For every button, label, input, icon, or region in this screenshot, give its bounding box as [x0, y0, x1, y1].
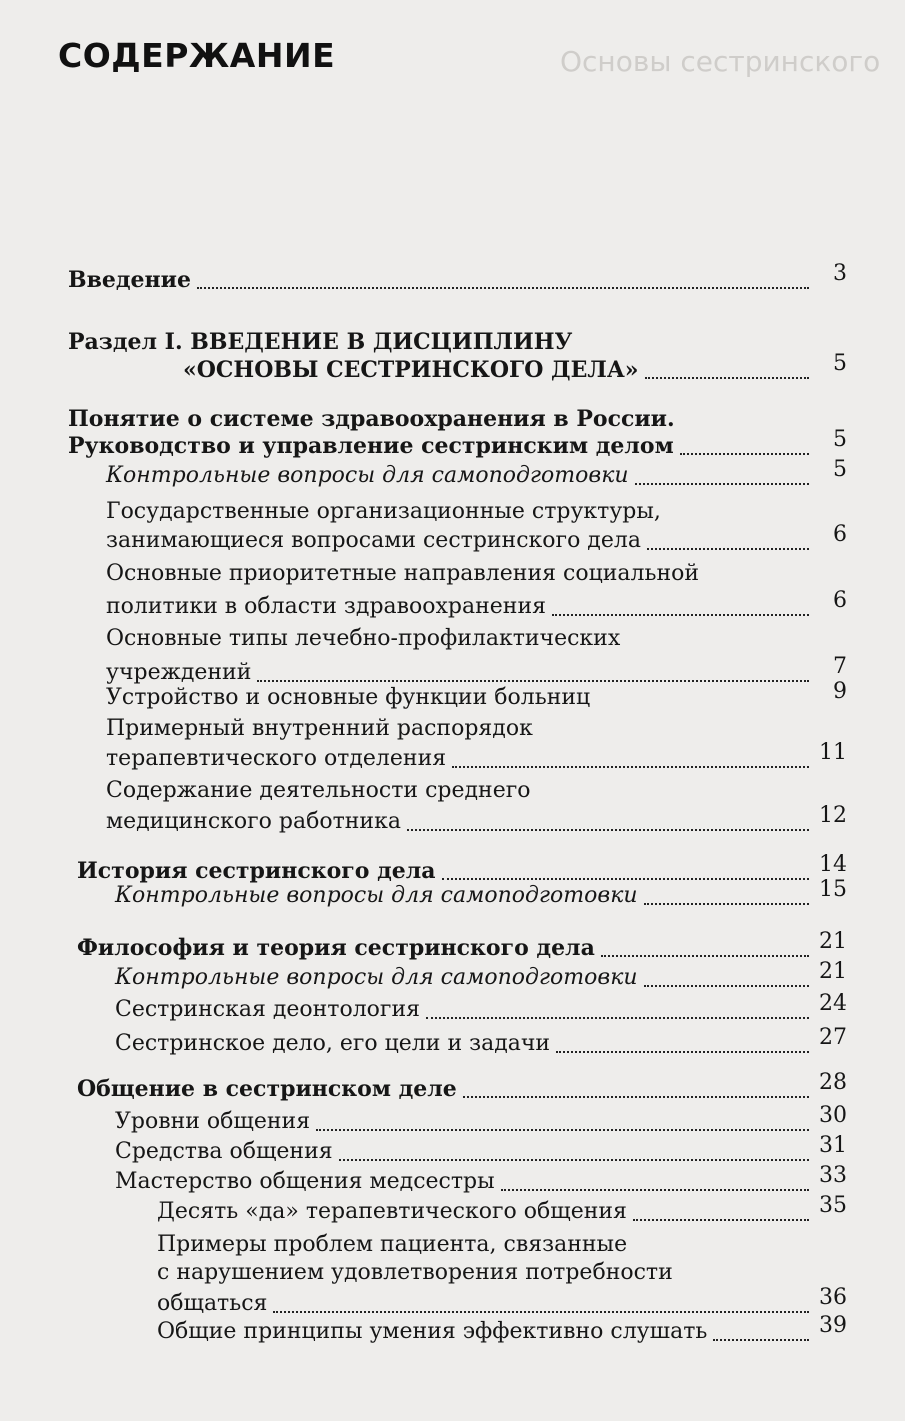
toc-entry-deontology[interactable] — [0, 991, 905, 1024]
toc-page-number: 12 — [819, 803, 847, 828]
toc-entry-hospital-functions[interactable] — [0, 679, 905, 712]
toc-entry-pre: с нарушением удовлетворения потребности — [157, 1260, 673, 1285]
leader-dots — [556, 1051, 809, 1053]
toc-page-number: 31 — [819, 1133, 847, 1158]
toc-page-number: 33 — [819, 1163, 847, 1188]
toc-entry-title: Введение — [68, 267, 191, 293]
leader-dots — [680, 453, 809, 455]
leader-dots — [601, 955, 809, 957]
toc-entry-title: Мастерство общения медсестры — [115, 1169, 495, 1194]
leader-dots — [339, 1159, 809, 1161]
toc-page-number: 9 — [833, 679, 847, 704]
toc-entry-medical-worker[interactable] — [0, 803, 905, 836]
toc-entry-pre: Примеры проблем пациента, связанные — [157, 1232, 628, 1257]
toc-entry-title: Общение в сестринском деле — [77, 1076, 457, 1102]
leader-dots — [501, 1189, 809, 1191]
toc-page-number: 28 — [819, 1070, 847, 1095]
leader-dots — [442, 878, 809, 880]
toc-entry-title: Уровни общения — [115, 1109, 311, 1134]
toc-entry-title: Контрольные вопросы для самоподготовки — [106, 463, 629, 488]
toc-entry-communication[interactable] — [0, 1070, 905, 1103]
toc-entry-title: медицинского работника — [106, 809, 401, 834]
toc-entry-history[interactable] — [0, 852, 905, 885]
toc-entry-title: «ОСНОВЫ СЕСТРИНСКОГО ДЕЛА» — [183, 357, 639, 383]
toc-entry-patient-problems[interactable] — [0, 1285, 905, 1318]
toc-entry-internal-schedule[interactable] — [0, 740, 905, 773]
leader-dots — [197, 287, 809, 289]
toc-page-number: 21 — [819, 929, 847, 954]
toc-page-number: 39 — [819, 1313, 847, 1338]
toc-page-number: 7 — [833, 654, 847, 679]
leader-dots — [407, 829, 809, 831]
toc-entry-title: Сестринское дело, его цели и задачи — [115, 1031, 551, 1056]
toc-entry-title: История сестринского дела — [77, 858, 436, 884]
toc-entry-social-policy[interactable] — [0, 588, 905, 621]
leader-dots — [644, 985, 809, 987]
toc-entry-title: учреждений — [106, 660, 252, 685]
toc-entry-institutions[interactable] — [0, 654, 905, 687]
leader-dots — [633, 1219, 809, 1221]
toc-entry-title: Контрольные вопросы для самоподготовки — [115, 965, 638, 990]
leader-dots — [452, 766, 809, 768]
toc-page-number: 6 — [833, 588, 847, 613]
toc-entry-self-check[interactable] — [0, 877, 905, 910]
leader-dots — [645, 377, 810, 379]
toc-entry-mastery[interactable] — [0, 1163, 905, 1196]
toc-page-number: 30 — [819, 1103, 847, 1128]
toc-entry-title: Контрольные вопросы для самоподготовки — [115, 883, 638, 908]
leader-dots — [316, 1129, 809, 1131]
toc-page-number: 11 — [819, 740, 847, 765]
toc-entry-levels[interactable] — [0, 1103, 905, 1136]
toc-page-number: 24 — [819, 991, 847, 1016]
toc-entry-title: общаться — [157, 1291, 268, 1316]
toc-entry-pre: Понятие о системе здравоохранения в России. — [68, 406, 675, 432]
toc-entry-title: терапевтического отделения — [106, 746, 447, 771]
toc-page-number: 36 — [819, 1285, 847, 1310]
leader-dots — [426, 1017, 809, 1019]
toc-page-number: 3 — [833, 261, 847, 286]
toc-page-number: 5 — [833, 351, 847, 376]
toc-entry-philosophy[interactable] — [0, 929, 905, 962]
toc-section-heading: Раздел I. ВВЕДЕНИЕ В ДИСЦИПЛИНУ — [68, 329, 573, 355]
leader-dots — [552, 614, 809, 616]
page-title: СОДЕРЖАНИЕ — [58, 36, 336, 75]
toc-page-number: 14 — [819, 852, 847, 877]
leader-dots — [257, 680, 809, 682]
toc-entry-title: политики в области здравоохранения — [106, 594, 547, 619]
toc-entry-pre: Государственные организационные структуры, — [106, 499, 661, 524]
toc-entry-title: Общие принципы умения эффективно слушать — [157, 1319, 708, 1344]
toc-page-number: 5 — [833, 427, 847, 452]
toc-entry-self-check[interactable] — [0, 959, 905, 992]
leader-dots — [635, 483, 809, 485]
toc-entry-title: Руководство и управление сестринским делом — [68, 433, 674, 459]
toc-entry-self-check[interactable] — [0, 457, 905, 490]
toc-entry-title: Сестринская деонтология — [115, 997, 420, 1022]
bleed-through-header: Основы сестринского — [560, 45, 881, 78]
toc-entry-title: Философия и теория сестринского дела — [77, 935, 595, 961]
toc-entry-pre: Основные типы лечебно-профилактических — [106, 626, 621, 651]
toc-entry-section-1[interactable] — [0, 351, 905, 384]
toc-entry-management[interactable] — [0, 427, 905, 460]
toc-entry-pre: Содержание деятельности среднего — [106, 778, 531, 803]
toc-entry-title: Средства общения — [115, 1139, 333, 1164]
toc-entry-pre: Основные приоритетные направления социальной — [106, 561, 700, 586]
toc-entry-state-structures[interactable] — [0, 522, 905, 555]
toc-entry-pre: Примерный внутренний распорядок — [106, 716, 533, 741]
toc-page-number: 27 — [819, 1025, 847, 1050]
toc-entry-ten-yes[interactable] — [0, 1193, 905, 1226]
toc-page-number: 5 — [833, 457, 847, 482]
leader-dots — [463, 1096, 809, 1098]
toc-entry-means[interactable] — [0, 1133, 905, 1166]
toc-page-number: 35 — [819, 1193, 847, 1218]
toc-entry-title: Десять «да» терапевтического общения — [157, 1199, 627, 1224]
toc-entry-introduction[interactable] — [0, 261, 905, 294]
toc-entry-goals[interactable] — [0, 1025, 905, 1058]
leader-dots — [273, 1311, 809, 1313]
leader-dots — [644, 903, 809, 905]
toc-page-number: 21 — [819, 959, 847, 984]
toc-entry-listening[interactable] — [0, 1313, 905, 1346]
leader-dots — [647, 548, 809, 550]
toc-page-number: 15 — [819, 877, 847, 902]
toc-entry-title: занимающиеся вопросами сестринского дела — [106, 528, 641, 553]
leader-dots — [713, 1339, 809, 1341]
toc-page-number: 6 — [833, 522, 847, 547]
toc-entry-title: Устройство и основные функции больниц — [106, 685, 591, 710]
